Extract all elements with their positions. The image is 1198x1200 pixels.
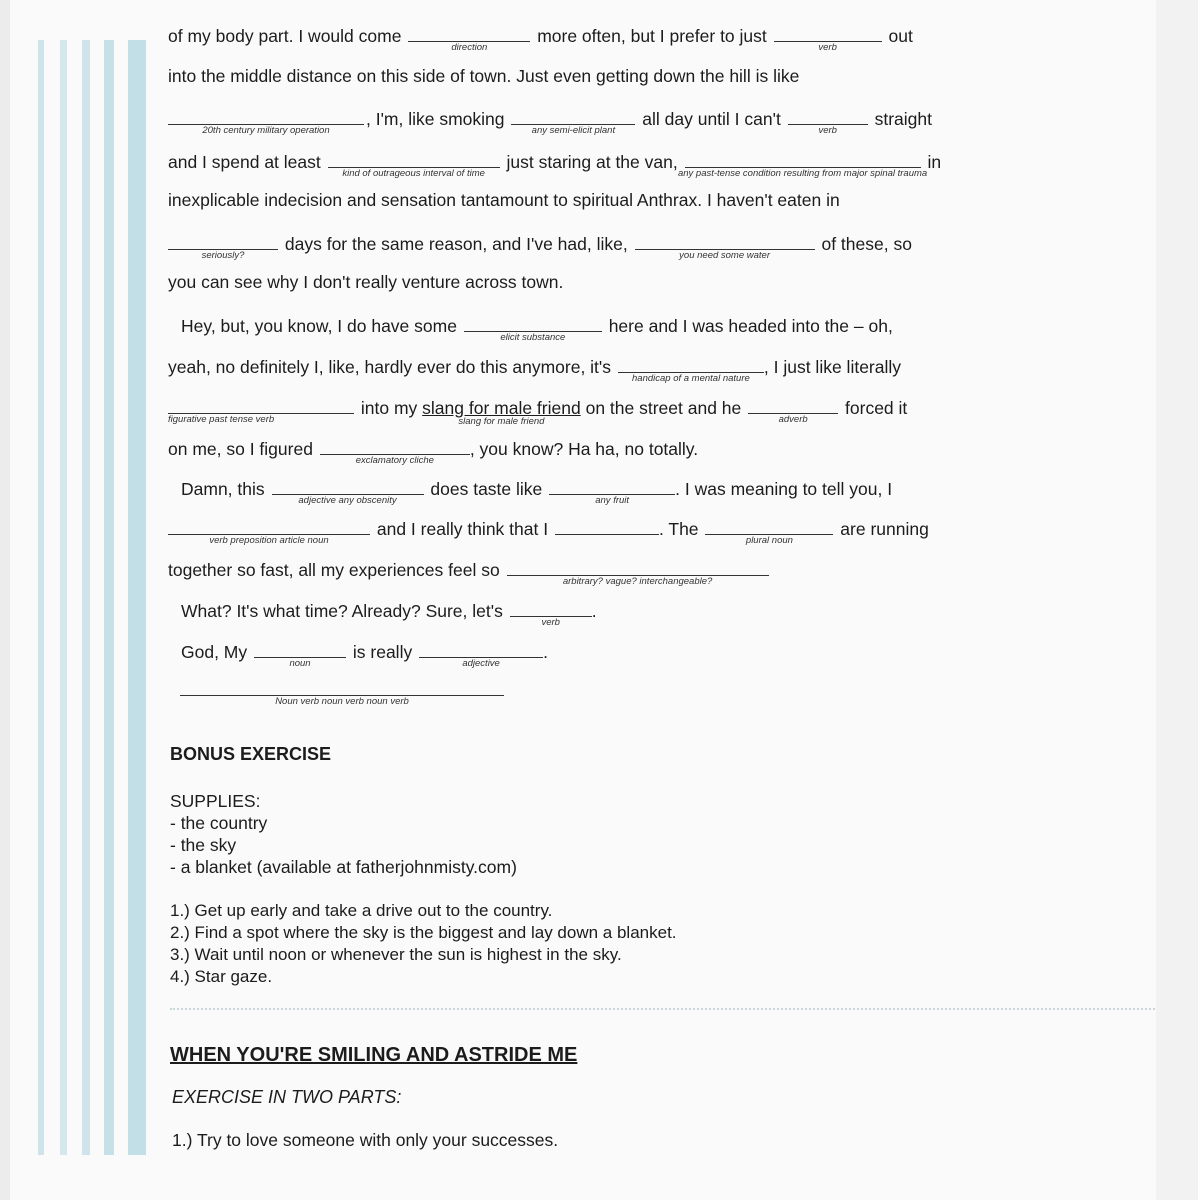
text: more often, but I prefer to just xyxy=(537,26,767,46)
blank-verb[interactable] xyxy=(510,599,592,628)
text: forced it xyxy=(845,398,908,418)
madlib-line-3 xyxy=(168,107,988,136)
text: together so fast, all my experiences feel so xyxy=(168,560,500,580)
text: yeah, no definitely I, like, hardly ever do this anymore, it's xyxy=(168,357,612,377)
madlib-line-10 xyxy=(168,396,988,427)
caption: exclamatory cliche xyxy=(355,455,434,466)
blank-obscenity[interactable] xyxy=(272,477,424,506)
madlib-line-15 xyxy=(181,599,1001,628)
blank-direction[interactable] xyxy=(408,24,530,53)
blank-past-tense-verb[interactable] xyxy=(168,396,354,425)
text: . The xyxy=(658,519,699,539)
blank-water[interactable] xyxy=(635,232,815,261)
supplies-label: SUPPLIES: xyxy=(170,791,261,811)
text: into my xyxy=(360,398,418,418)
step-item: 3.) Wait until noon or whenever the sun is highest in the sky. xyxy=(170,945,622,964)
madlib-line-8 xyxy=(181,314,1001,343)
text: on me, so I figured xyxy=(168,439,313,459)
caption: adverb xyxy=(778,414,808,425)
caption: figurative past tense verb xyxy=(168,414,275,425)
madlib-line-13 xyxy=(168,517,988,546)
text: into the middle distance on this side of town. Just even getting down the hill is like xyxy=(168,66,800,86)
page-fold xyxy=(1156,0,1198,1200)
caption: direction xyxy=(451,42,488,53)
text: and I really think that I xyxy=(376,519,549,539)
text: does taste like xyxy=(430,479,543,499)
part-1: 1.) Try to love someone with only your successes. xyxy=(172,1130,559,1150)
step-item: 2.) Find a spot where the sky is the biggest and lay down a blanket. xyxy=(170,923,677,942)
supplies-list xyxy=(170,790,517,878)
blank-verb[interactable] xyxy=(774,24,882,53)
madlib-line-2 xyxy=(168,66,988,86)
caption: verb xyxy=(541,617,560,628)
text: you can see why I don't really venture across town. xyxy=(168,272,564,292)
caption: you need some water xyxy=(679,250,771,261)
blank-seriously[interactable] xyxy=(168,232,278,261)
page-edge xyxy=(0,0,10,1200)
madlib-line-9 xyxy=(168,355,988,384)
caption: verb xyxy=(818,125,837,136)
caption: adjective any obscenity xyxy=(298,495,397,506)
section-subtitle: EXERCISE IN TWO PARTS: xyxy=(172,1087,402,1107)
text: , I just like literally xyxy=(763,357,902,377)
text: and I spend at least xyxy=(168,152,321,172)
caption: slang for male friend xyxy=(458,416,545,427)
caption: Noun verb noun verb noun verb xyxy=(275,696,409,707)
blank-time-interval[interactable] xyxy=(328,150,500,179)
text: God, My xyxy=(181,642,248,662)
supply-item: - the country xyxy=(170,813,268,833)
text: inexplicable indecision and sensation tantamount to spiritual Anthrax. I haven't eaten in xyxy=(168,190,840,210)
supply-item: - a blanket (available at fatherjohnmisty.com) xyxy=(170,857,517,877)
text: , I'm, like smoking xyxy=(366,109,505,129)
step-item: 4.) Star gaze. xyxy=(170,967,273,986)
text: Hey, but, you know, I do have some xyxy=(181,316,457,336)
madlib-line-5 xyxy=(168,190,988,210)
madlib-line-7 xyxy=(168,272,988,292)
blank-adverb[interactable] xyxy=(748,396,838,425)
blank-verb[interactable] xyxy=(555,517,659,535)
text: What? It's what time? Already? Sure, let's xyxy=(181,601,503,621)
blank-arbitrary[interactable] xyxy=(507,558,769,587)
caption: elicit substance xyxy=(500,332,566,343)
text: , you know? Ha ha, no totally. xyxy=(469,439,699,459)
madlib-line-14 xyxy=(168,558,988,587)
blank-fruit[interactable] xyxy=(549,477,675,506)
blank-plural-noun[interactable] xyxy=(705,517,833,546)
caption: verb preposition article noun xyxy=(209,535,329,546)
madlib-line-16 xyxy=(181,640,1001,669)
section-divider xyxy=(170,1008,1155,1010)
caption: any semi-elicit plant xyxy=(531,125,616,136)
caption: handicap of a mental nature xyxy=(632,373,750,384)
madlib-line-12 xyxy=(181,477,1001,506)
supply-item: - the sky xyxy=(170,835,237,855)
blank-condition[interactable] xyxy=(677,150,928,179)
text: of my body part. I would come xyxy=(168,26,402,46)
caption: adjective xyxy=(462,658,500,669)
caption: any fruit xyxy=(595,495,630,506)
caption: plural noun xyxy=(745,535,793,546)
blank-noun[interactable] xyxy=(254,640,346,669)
text: Damn, this xyxy=(181,479,265,499)
text: . I was meaning to tell you, I xyxy=(675,479,893,499)
madlib-line-4 xyxy=(168,150,988,179)
caption: 20th century military operation xyxy=(202,125,330,136)
step-item: 1.) Get up early and take a drive out to the country. xyxy=(170,901,553,920)
caption: kind of outrageous interval of time xyxy=(342,168,485,179)
slang-text: slang for male friend xyxy=(422,398,581,418)
text: straight xyxy=(874,109,932,129)
caption: verb xyxy=(818,42,837,53)
blank-verb-phrase[interactable] xyxy=(168,517,370,546)
blank-cliche[interactable] xyxy=(320,437,470,466)
text: just staring at the van, xyxy=(506,152,678,172)
stripe-5 xyxy=(128,40,146,1155)
stripe-1 xyxy=(38,40,44,1155)
text: is really xyxy=(352,642,413,662)
blank-adjective[interactable] xyxy=(419,640,543,669)
blank-substance[interactable] xyxy=(464,314,602,343)
stripe-3 xyxy=(82,40,90,1155)
caption: arbitrary? vague? interchangeable? xyxy=(562,576,713,587)
bonus-heading: BONUS EXERCISE xyxy=(170,744,332,764)
blank-noun-verb-chain[interactable] xyxy=(180,678,504,707)
blank-verb[interactable] xyxy=(788,107,868,136)
text: . xyxy=(591,601,597,621)
caption: any past-tense condition resulting from major spinal trauma xyxy=(677,168,928,179)
caption: noun xyxy=(289,658,311,669)
stripe-4 xyxy=(104,40,114,1155)
section-title: WHEN YOU'RE SMILING AND ASTRIDE ME xyxy=(170,1044,578,1066)
blank-military-operation[interactable] xyxy=(168,107,364,136)
text: on the street and he xyxy=(585,398,742,418)
text: out xyxy=(888,26,913,46)
text: in xyxy=(927,152,942,172)
text: . xyxy=(543,642,548,662)
caption: seriously? xyxy=(201,250,245,261)
slang-male-friend xyxy=(422,398,581,427)
madlib-line-11 xyxy=(168,437,988,466)
text: here and I was headed into the – oh, xyxy=(608,316,893,336)
madlib-line-17 xyxy=(168,678,988,707)
madlib-line-6 xyxy=(168,232,988,261)
text: all day until I can't xyxy=(642,109,781,129)
madlib-line-1 xyxy=(168,24,988,53)
stripe-2 xyxy=(60,40,67,1155)
steps-list xyxy=(170,900,677,988)
blank-plant[interactable] xyxy=(511,107,635,136)
text: days for the same reason, and I've had, like, xyxy=(284,234,628,254)
blank-handicap[interactable] xyxy=(618,355,764,384)
text: of these, so xyxy=(821,234,912,254)
text: are running xyxy=(840,519,929,539)
